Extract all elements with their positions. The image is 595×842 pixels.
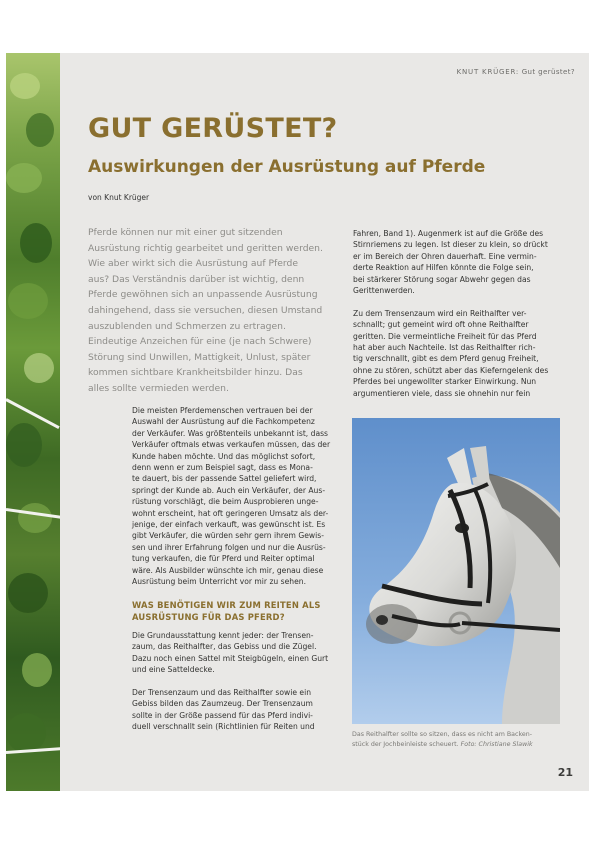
body-line: Dazu noch einen Sattel mit Steigbügeln, einen Gurt [132,653,329,663]
body-line: ohne zu stören, schützt aber das Kieferngelenk des [353,365,549,375]
body-line: Ausrüstung beim Unterricht vor mir zu sehen. [132,577,306,587]
article-byline: von Knut Krüger [88,193,150,202]
body-line: Der Trensenzaum und das Reithalfter sowie ein [132,687,312,697]
lead-line: Pferde gewöhnen sich an unpassende Ausrüstung [88,289,318,301]
body-line: bei stärkerer Störung sogar Abwehr gegen das [353,274,531,284]
running-head-author: KNUT KRÜGER: [456,68,520,76]
body-line: argumentieren viele, dass sie ohnehin nur fein [353,388,531,398]
photo-caption [352,730,562,749]
body-line: und eine Satteldecke. [132,664,215,674]
body-line: jenige, der einfach verkauft, was gewünscht ist. Es [132,520,326,530]
page-number: 21 [557,766,573,779]
lead-line: Wie aber wirkt sich die Ausrüstung auf Pferde [88,258,299,270]
lead-line: auszublenden und Schmerzen zu ertragen. [88,320,286,332]
body-line: te dauert, bis der passende Sattel geliefert wird, [132,474,317,484]
body-line: hat aber auch Nachteile. Ist das Reithalfter rich- [353,343,536,353]
body-line: Zu dem Trensenzaum wird ein Reithalfter ver- [353,308,527,318]
body-line: sen und ihrer Erfahrung folgen und nur die Ausrüs- [132,542,326,552]
body-line: er im Bereich der Ohren dauerhaft. Eine vermin- [353,251,537,261]
body-line: tung verkaufen, die für Pferd und Reiter optimal [132,554,315,564]
running-head [457,68,575,76]
body-line: derte Reaktion auf Hilfen könnte die Folge sein, [353,263,534,273]
body-line: Stirnriemens zu legen. Ist dieser zu klein, so drückt [353,240,548,250]
subhead-line: AUSRÜSTUNG FÜR DAS PFERD? [132,612,285,623]
body-paragraph [132,405,342,588]
lead-line: alles sollte vermieden werden. [88,382,229,394]
body-line: Gerittenwerden. [353,286,415,296]
article-title: GUT GERÜSTET? [88,113,338,144]
body-paragraph [353,308,558,399]
body-paragraph [132,630,342,676]
body-paragraph [353,228,558,296]
left-column [132,405,342,732]
body-line: Pferdes bei ungewollter starker Einwirkung. Nun [353,377,537,387]
side-hedge-photo [6,53,60,791]
caption-line: Das Reithalfter sollte so sitzen, dass es nicht am Backen- [352,731,533,738]
body-line: wohnt erscheint, hat oft geringeren Umsatz als der- [132,508,329,518]
caption-line [352,740,562,750]
lead-line: Störung sind Unwillen, Mattigkeit, Unlust, später [88,351,311,363]
lead-line: kommen sichtbare Krankheitsbilder hinzu. Das [88,367,303,379]
body-line: wäre. Als Ausbilder wünschte ich mir, genau diese [132,565,324,575]
body-line: sollte in der Größe passend für das Pferd indivi- [132,710,313,720]
right-column [353,228,558,399]
body-line: springt der Kunde ab. Auch ein Verkäufer, der Aus- [132,485,326,495]
body-paragraph [132,687,342,733]
lead-line: Ausrüstung richtig gearbeitet und geritten werden. [88,242,323,254]
body-line: gibt Verkäufer, die würden sehr gern ihrem Gewis- [132,531,324,541]
section-subhead [132,599,342,624]
body-line: Gebiss bilden das Zaumzeug. Der Trensenzaum [132,699,313,709]
lead-line: Pferde können nur mit einer gut sitzenden [88,227,283,238]
body-line: duell verschnallt sein (Richtlinien für Reiten und [132,721,315,731]
body-line: Die meisten Pferdemenschen vertrauen bei der [132,406,313,415]
lead-line: dahingehend, dass sie versuchen, diesen Umstand [88,304,323,316]
subhead-line: WAS BENÖTIGEN WIR ZUM REITEN ALS [132,599,321,610]
lead-paragraph [88,225,350,397]
lead-line: aus? Das Verständnis darüber ist wichtig, denn [88,273,305,285]
body-line: schnallt; gut gemeint wird oft ohne Reithalfter [353,320,529,330]
body-line: denn wenn er zum Beispiel sagt, dass es Mona- [132,463,313,473]
article-subtitle: Auswirkungen der Ausrüstung auf Pferde [88,157,486,177]
body-line: Fahren, Band 1). Augenmerk ist auf die Größe des [353,229,544,238]
body-line: rüstung vorschlägt, die beim Ausprobieren unge- [132,497,319,507]
body-line: geritten. Die vermeintliche Freiheit für das Pferd [353,331,537,341]
horse-photo [352,418,560,724]
lead-line: Eindeutige Anzeichen für eine (je nach Schwere) [88,336,312,348]
photo-credit: Foto: Christiane Slawik [460,740,533,748]
body-line: tig verschnallt, gibt es dem Pferd genug Freiheit, [353,354,539,364]
body-line: Verkäufer oftmals etwas verkaufen müssen, das der [132,440,331,450]
caption-text: stück der Jochbeinleiste scheuert. [352,740,459,748]
body-line: der Verkäufer. Was größtenteils unbekannt ist, dass [132,428,329,438]
body-line: Kunde haben möchte. Und das möglichst sofort, [132,451,316,461]
body-line: Die Grundausstattung kennt jeder: der Trensen- [132,630,314,640]
body-line: zaum, das Reithalfter, das Gebiss und die Zügel. [132,642,317,652]
running-head-title: Gut gerüstet? [521,68,575,76]
body-line: Auswahl der Ausrüstung auf die Fachkompetenz [132,417,315,427]
